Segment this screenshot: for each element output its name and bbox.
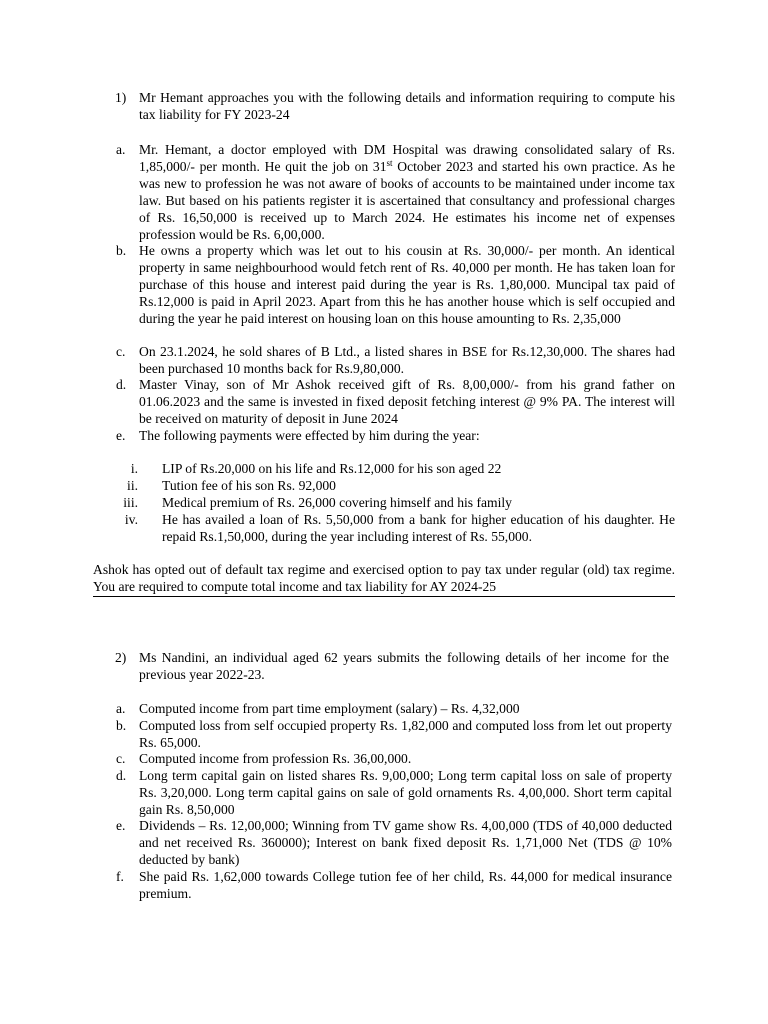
q2-item-label: d. [116, 768, 127, 783]
q2-item-label: a. [116, 701, 126, 716]
q1-subitem-i: LIP of Rs.20,000 on his life and Rs.12,000 for his son aged 22 [162, 461, 502, 476]
q1-subitem-label: i. [130, 461, 138, 476]
q2-item-f: She paid Rs. 1,62,000 towards College tution fee of her child, Rs. 44,000 for medical insurance premium. [139, 869, 672, 901]
q2-item-c: Computed income from profession Rs. 36,00,000. [139, 751, 412, 766]
q2-item-d: Long term capital gain on listed shares Rs. 9,00,000; Long term capital loss on sale of property Rs. 3,20,000. Long term capital gains on sale of gold ornaments Rs. 4,00,000. Short term capital gain Rs. 8,50,000 [139, 768, 672, 817]
q1-item-e: The following payments were effected by him during the year: [139, 428, 480, 443]
question-1-number: 1) [115, 90, 127, 105]
q1-subitem-label: iii. [123, 495, 138, 510]
q2-item-b: Computed loss from self occupied property Rs. 1,82,000 and computed loss from let out property Rs. 65,000. [139, 718, 672, 750]
q2-item-label: c. [116, 751, 126, 766]
q1-subitem-ii: Tution fee of his son Rs. 92,000 [162, 478, 336, 493]
section-divider [93, 596, 675, 597]
q1-item-d: Master Vinay, son of Mr Ashok received gift of Rs. 8,00,000/- from his grand father on 01.06.2023 and the same is invested in fixed deposit fetching interest @ 9% PA. The interest will be received on maturity of deposit in June 2024 [139, 377, 675, 426]
q1-item-label: c. [116, 344, 126, 359]
q1-item-b: He owns a property which was let out to his cousin at Rs. 30,000/- per month. An identical property in same neighbourhood would fetch rent of Rs. 40,000 per month. He has taken loan for purchase of this house and interest paid during the year is Rs. 1,80,000. Muncipal tax paid of Rs.12,000 is paid in April 2023. Apart from this he has another house which is self occupied and during the year he paid interest on housing loan on this house amounting to Rs. 2,35,000 [139, 243, 675, 326]
q1-subitem-iii: Medical premium of Rs. 26,000 covering himself and his family [162, 495, 512, 510]
q1-item-label: b. [116, 243, 127, 258]
q1-subitem-label: ii. [127, 478, 138, 493]
question-1-intro: Mr Hemant approaches you with the following details and information requiring to compute his tax liability for FY 2023-24 [139, 90, 675, 122]
q2-item-a: Computed income from part time employment (salary) – Rs. 4,32,000 [139, 701, 520, 716]
q2-item-label: f. [116, 869, 124, 884]
q2-item-label: e. [116, 818, 126, 833]
q1-item-c: On 23.1.2024, he sold shares of B Ltd., a listed shares in BSE for Rs.12,30,000. The shares had been purchased 10 months back for Rs.9,80,000. [139, 344, 675, 376]
question-2-number: 2) [115, 650, 127, 665]
q2-item-label: b. [116, 718, 127, 733]
q1-item-label: a. [116, 142, 126, 157]
q1-closing-paragraph: Ashok has opted out of default tax regime and exercised option to pay tax under regular (old) tax regime. You are required to compute total income and tax liability for AY 2024-25 [93, 562, 675, 594]
q2-item-e: Dividends – Rs. 12,00,000; Winning from TV game show Rs. 4,00,000 (TDS of 40,000 deducted and net received Rs. 360000); Interest on bank fixed deposit Rs. 1,71,000 Net (TDS @ 10% deducted by bank) [139, 818, 672, 867]
q1-item-a: Mr. Hemant, a doctor employed with DM Hospital was drawing consolidated salary of Rs. 1,85,000/- per month. He quit the job on 31st October 2023 and started his own practice. As he was new to profession he was not aware of books of accounts to be maintained under income tax law. But based on his patients register it is ascertained that consultancy and professional charges of Rs. 16,50,000 is received up to March 2024. He estimates his income net of expenses profession would be Rs. 6,00,000. [139, 142, 675, 242]
q1-subitem-label: iv. [124, 512, 138, 527]
q1-subitem-iv: He has availed a loan of Rs. 5,50,000 from a bank for higher education of his daughter. He repaid Rs.1,50,000, during the year including interest of Rs. 55,000. [162, 512, 675, 544]
q1-item-label: d. [116, 377, 127, 392]
question-2-intro: Ms Nandini, an individual aged 62 years submits the following details of her income for the previous year 2022-23. [139, 650, 669, 682]
q1-item-label: e. [116, 428, 126, 443]
